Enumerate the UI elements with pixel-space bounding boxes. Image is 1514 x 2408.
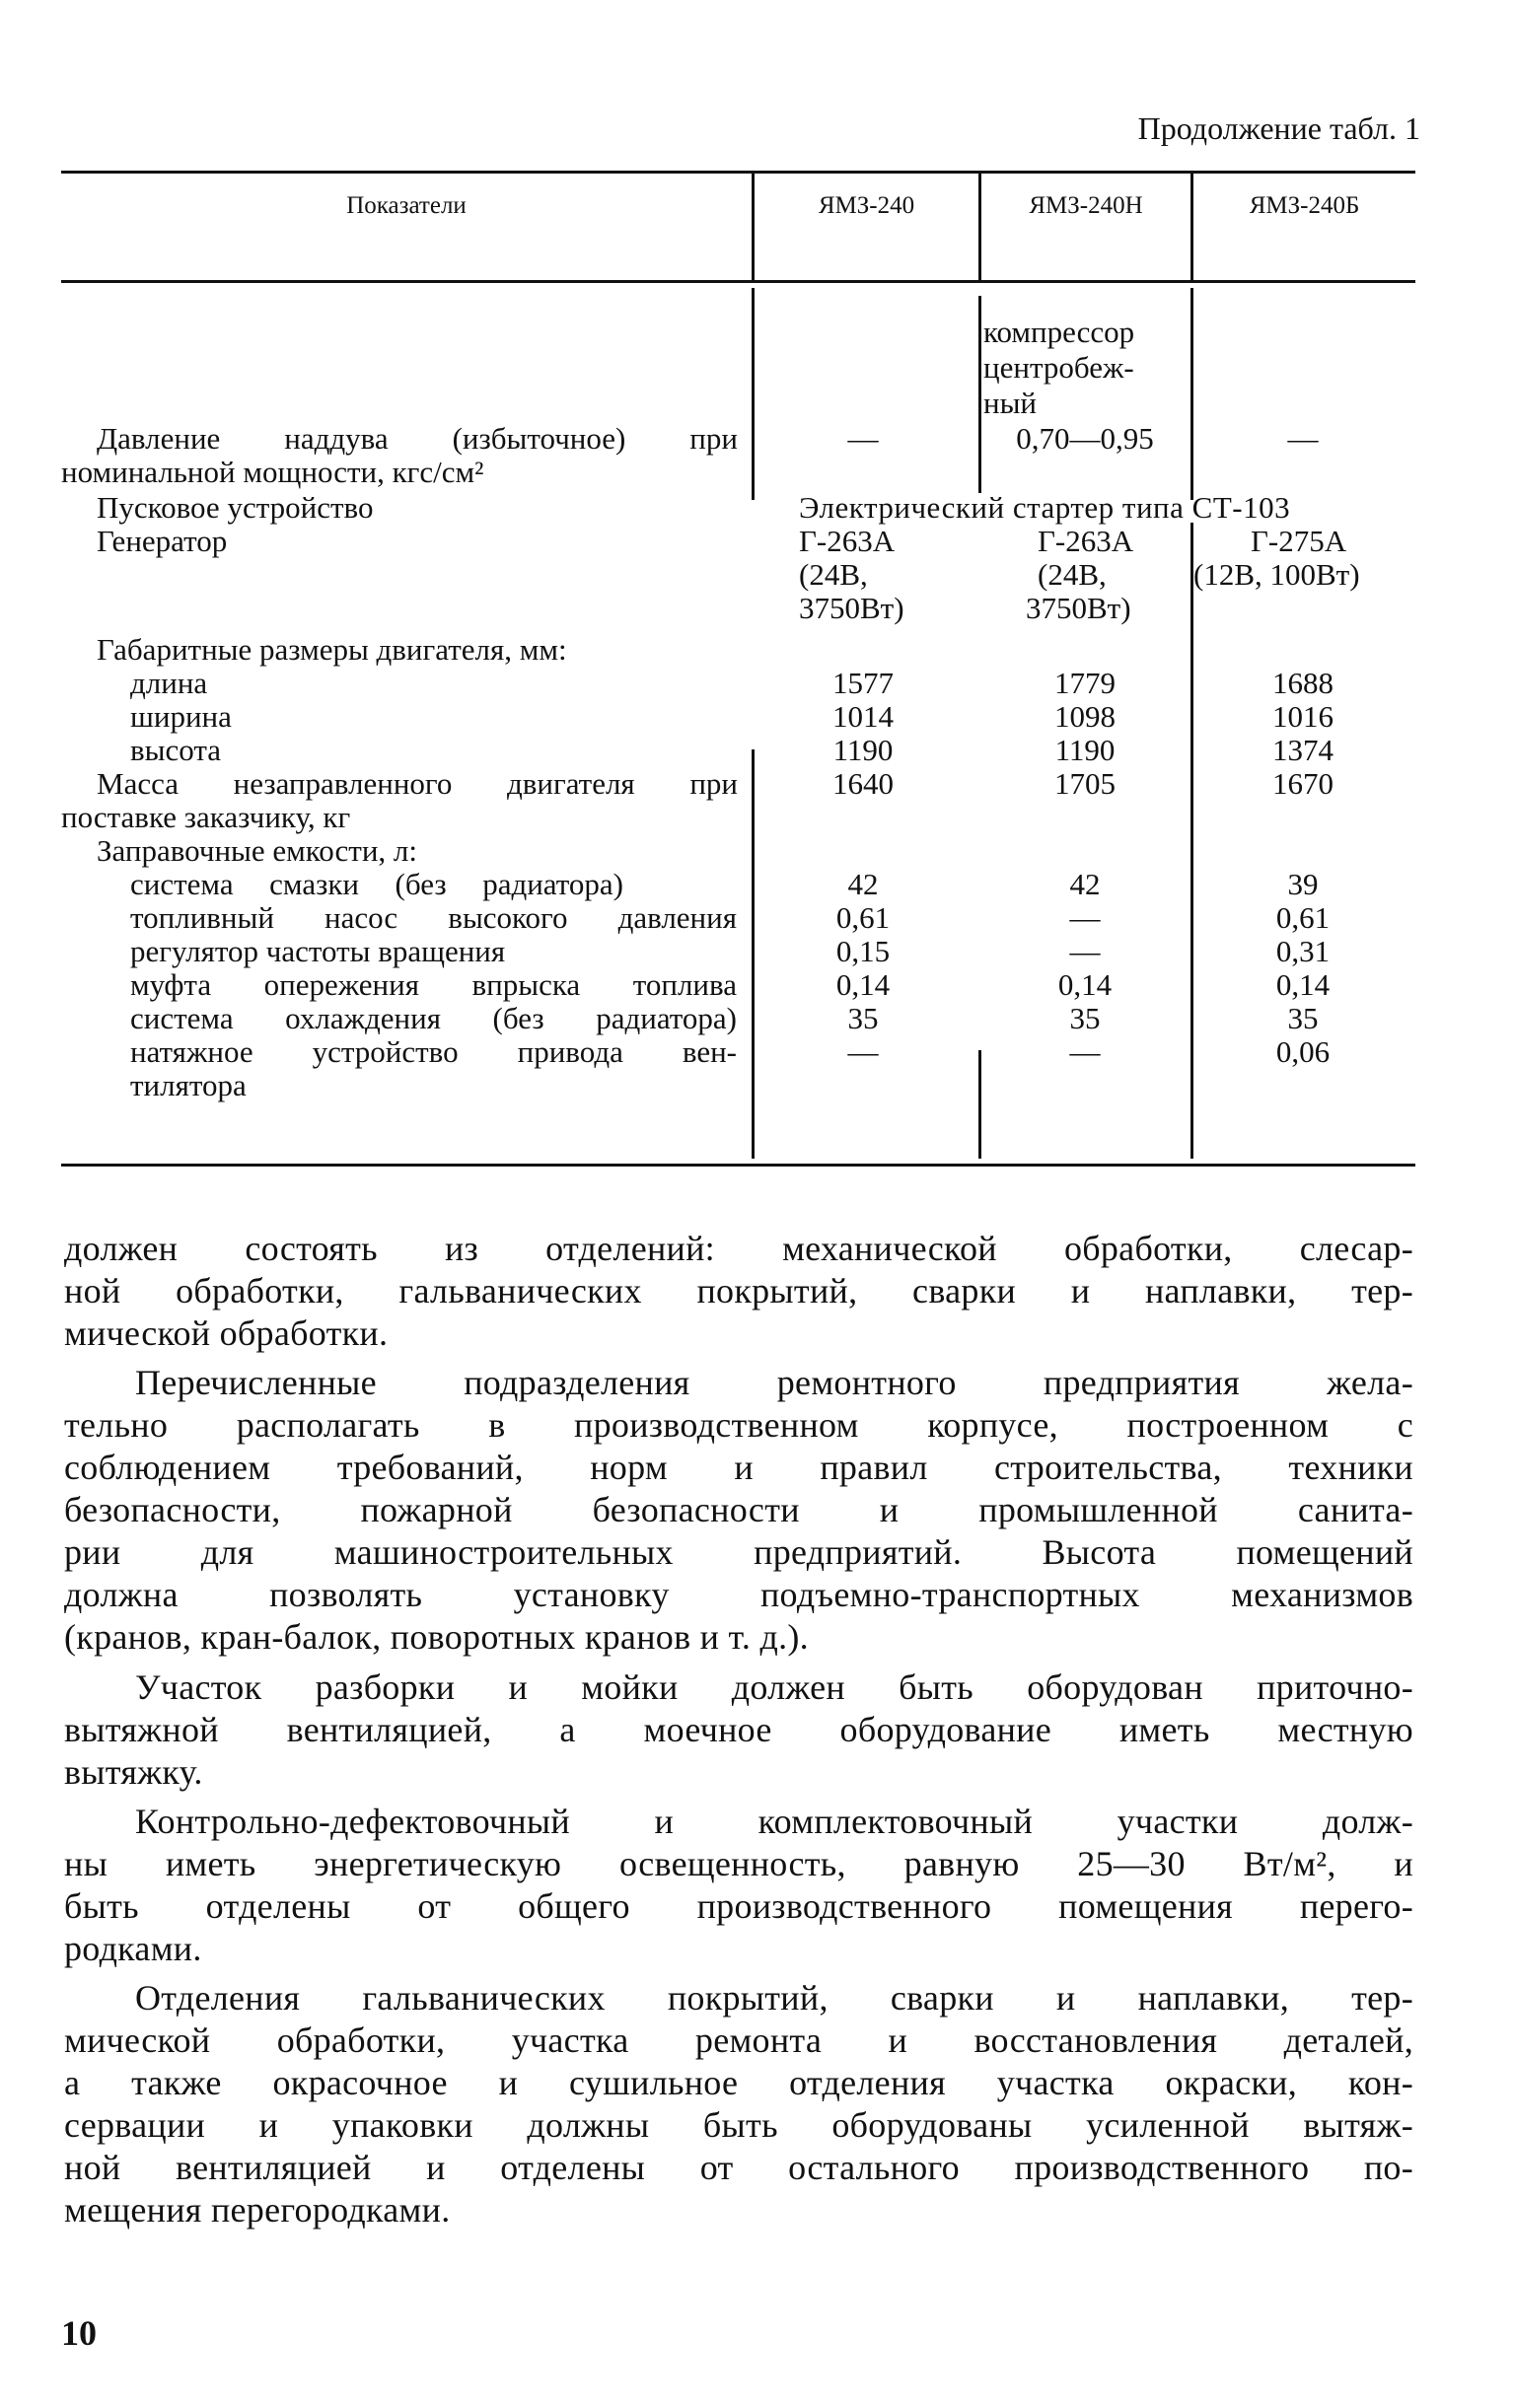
paragraph-line: должна позволять установку подъемно-транспортных механизмов — [64, 1575, 1413, 1614]
lube-label: система смазки (без радиатора) — [130, 867, 623, 901]
mass-label-1: Масса незаправленного двигателя при — [97, 766, 738, 801]
governor-label: регулятор частоты вращения — [130, 934, 506, 968]
paragraph-2 — [64, 1362, 1413, 1659]
tensioner-value-3: 0,06 — [1275, 1034, 1331, 1069]
tensioner-value-2: — — [1069, 1034, 1101, 1069]
column-divider-3 — [1190, 288, 1193, 500]
governor-value-3: 0,31 — [1275, 934, 1331, 968]
mass-value-2: 1705 — [1054, 766, 1116, 801]
clutch-value-1: 0,14 — [835, 967, 891, 1002]
paragraph-4 — [64, 1801, 1413, 1970]
generator-label: Генератор — [97, 524, 228, 558]
paragraph-line: соблюдением требований, норм и правил строительства, техники — [64, 1448, 1413, 1487]
paragraph-line: мической обработки. — [64, 1313, 389, 1353]
tensioner-label-2: тилятора — [130, 1068, 247, 1102]
height-value-3: 1374 — [1272, 733, 1334, 767]
generator-v2-a: Г-263А — [1038, 524, 1134, 558]
clutch-value-2: 0,14 — [1057, 967, 1113, 1002]
pump-value-3: 0,61 — [1275, 900, 1331, 935]
mass-value-3: 1670 — [1272, 766, 1334, 801]
paragraph-line: Участок разборки и мойки должен быть оборудован приточно- — [135, 1667, 1413, 1707]
clutch-value-3: 0,14 — [1275, 967, 1331, 1002]
table-caption: Продолжение табл. 1 — [1137, 110, 1420, 146]
column-divider-1 — [752, 288, 755, 500]
mass-value-1: 1640 — [832, 766, 894, 801]
boost-value-2: 0,70—0,95 — [1016, 421, 1154, 456]
length-value-3: 1688 — [1272, 666, 1334, 700]
length-label: длина — [130, 666, 208, 700]
boost-label-1: Давление наддува (избыточное) при — [97, 421, 738, 456]
lube-value-1: 42 — [847, 867, 879, 901]
paragraph-line: тельно располагать в производственном корпусе, построенном с — [64, 1405, 1413, 1445]
paragraph-line: быть отделены от общего производственного помещения перего- — [64, 1886, 1413, 1926]
column-divider-2 — [978, 296, 981, 493]
table-top-rule — [61, 171, 1415, 174]
height-label: высота — [130, 733, 222, 767]
length-value-1: 1577 — [832, 666, 894, 700]
pump-label: топливный насос высокого давления — [130, 900, 737, 935]
compressor-note-3: ный — [983, 386, 1038, 420]
paragraph-line: мещения перегородками. — [64, 2190, 451, 2230]
header-yamz-240: ЯМЗ-240 — [818, 192, 915, 219]
governor-value-1: 0,15 — [835, 934, 891, 968]
compressor-note-2: центробеж- — [983, 350, 1134, 385]
cooling-value-3: 35 — [1287, 1001, 1319, 1035]
height-value-1: 1190 — [832, 733, 894, 767]
boost-value-1: — — [847, 421, 879, 456]
lube-value-2: 42 — [1069, 867, 1101, 901]
generator-v1-c: 3750Вт) — [799, 591, 904, 625]
pump-value-1: 0,61 — [835, 900, 891, 935]
lube-value-3: 39 — [1287, 867, 1319, 901]
width-label: ширина — [130, 699, 232, 734]
header-yamz-240n: ЯМЗ-240Н — [1029, 192, 1143, 219]
header-yamz-240b: ЯМЗ-240Б — [1249, 192, 1360, 219]
header-divider-3 — [1190, 174, 1193, 280]
capacities-label: Заправочные емкости, л: — [97, 833, 417, 868]
cooling-value-2: 35 — [1069, 1001, 1101, 1035]
height-value-2: 1190 — [1054, 733, 1116, 767]
generator-v3-a: Г-275А — [1251, 524, 1347, 558]
header-divider-2 — [978, 174, 981, 280]
boost-label-2: номинальной мощности, кгс/см² — [61, 455, 484, 489]
paragraph-1 — [64, 1228, 1413, 1355]
paragraph-line: сервации и упаковки должны быть оборудованы усиленной вытяж- — [64, 2105, 1413, 2145]
table-bottom-rule — [61, 1164, 1415, 1167]
tensioner-value-1: — — [847, 1034, 879, 1069]
mass-label-2: поставке заказчику, кг — [61, 800, 351, 834]
width-value-3: 1016 — [1272, 699, 1334, 734]
starter-label: Пусковое устройство — [97, 490, 374, 525]
generator-v3-b: (12В, 100Вт) — [1193, 557, 1360, 592]
governor-value-2: — — [1069, 934, 1101, 968]
header-divider-1 — [752, 174, 755, 280]
paragraph-line: вытяжной вентиляцией, а моечное оборудование иметь местную — [64, 1710, 1413, 1749]
boost-value-3: — — [1287, 421, 1319, 456]
paragraph-line: ной обработки, гальванических покрытий, сварки и наплавки, тер- — [64, 1271, 1413, 1310]
header-indicators: Показатели — [346, 192, 467, 219]
paragraph-3 — [64, 1666, 1413, 1794]
length-value-2: 1779 — [1054, 666, 1116, 700]
paragraph-line: Отделения гальванических покрытий, сварки и наплавки, тер- — [135, 1978, 1413, 2018]
generator-v2-c: 3750Вт) — [1026, 591, 1131, 625]
paragraph-line: рии для машиностроительных предприятий. Высота помещений — [64, 1532, 1413, 1572]
paragraph-5 — [64, 1977, 1413, 2231]
generator-v2-b: (24В, — [1038, 557, 1107, 592]
generator-v1-a: Г-263А — [799, 524, 896, 558]
paragraph-line: (кранов, кран-балок, поворотных кранов и т. д.). — [64, 1617, 809, 1657]
paragraph-line: должен состоять из отделений: механической обработки, слесар- — [64, 1229, 1413, 1268]
paragraph-line: мической обработки, участка ремонта и восстановления деталей, — [64, 2020, 1413, 2060]
cooling-value-1: 35 — [847, 1001, 879, 1035]
generator-v1-b: (24В, — [799, 557, 868, 592]
paragraph-line: родками. — [64, 1929, 202, 1968]
pump-value-2: — — [1069, 900, 1101, 935]
width-value-1: 1014 — [832, 699, 894, 734]
header-bottom-rule — [61, 280, 1415, 283]
starter-value: Электрический стартер типа СТ-103 — [799, 490, 1291, 525]
compressor-note-1: компрессор — [983, 315, 1135, 349]
cooling-label: система охлаждения (без радиатора) — [130, 1001, 737, 1035]
paragraph-line: ны иметь энергетическую освещенность, равную 25—30 Вт/м², и — [64, 1844, 1413, 1883]
dimensions-label: Габаритные размеры двигателя, мм: — [97, 632, 567, 667]
tensioner-label-1: натяжное устройство привода вен- — [130, 1034, 737, 1069]
clutch-label: муфта опережения впрыска топлива — [130, 967, 737, 1002]
paragraph-line: Контрольно-дефектовочный и комплектовочный участки долж- — [135, 1802, 1413, 1841]
paragraph-line: вытяжку. — [64, 1752, 203, 1792]
paragraph-line: Перечисленные подразделения ремонтного предприятия жела- — [135, 1363, 1413, 1402]
width-value-2: 1098 — [1054, 699, 1116, 734]
paragraph-line: ной вентиляцией и отделены от остального производственного по- — [64, 2148, 1413, 2187]
page-number: 10 — [61, 2313, 97, 2353]
paragraph-line: безопасности, пожарной безопасности и промышленной санита- — [64, 1490, 1413, 1529]
paragraph-line: а также окрасочное и сушильное отделения участка окраски, кон- — [64, 2063, 1413, 2102]
